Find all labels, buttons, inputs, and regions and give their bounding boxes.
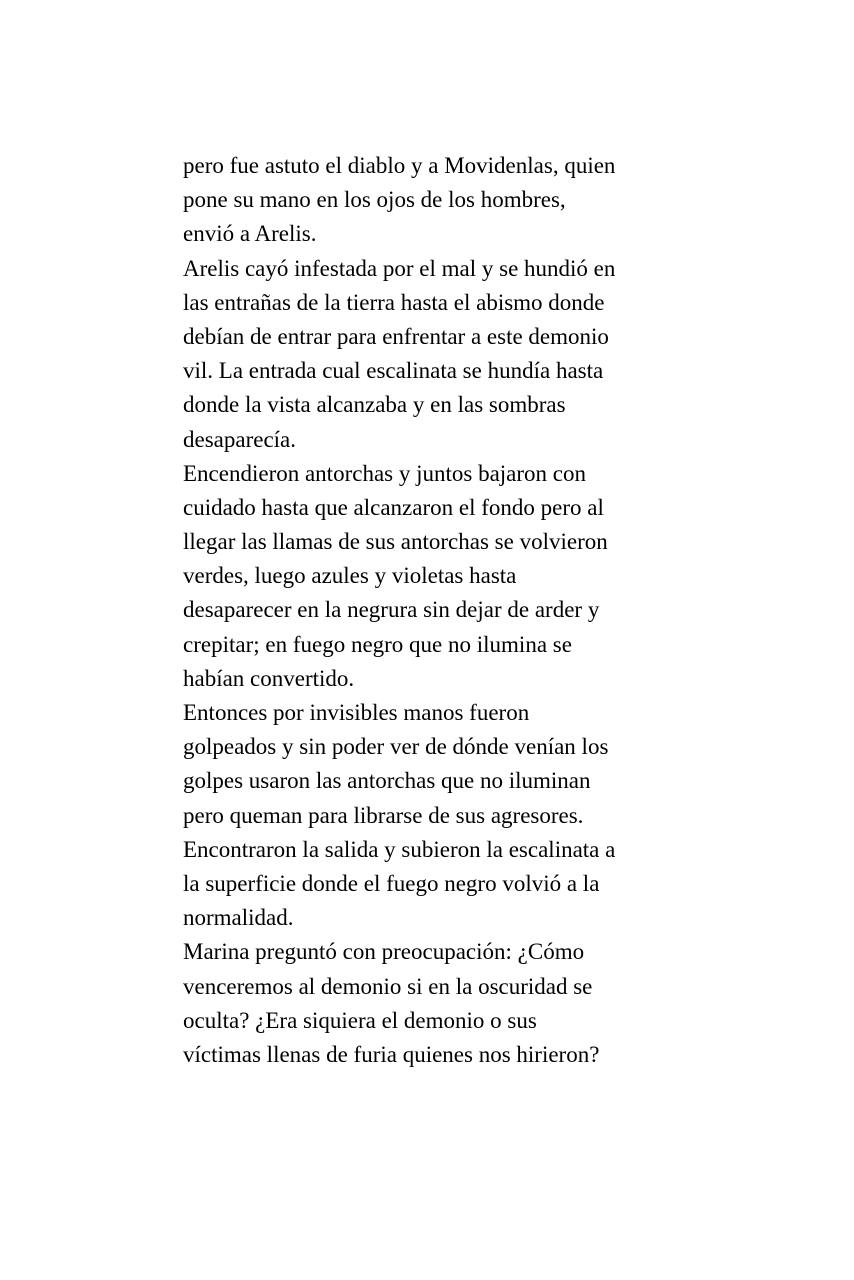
text-line: venceremos al demonio si en la oscuridad se [183, 973, 593, 999]
text-line: habían convertido. [183, 665, 355, 691]
text-line: desaparecía. [183, 426, 297, 452]
text-line: las entrañas de la tierra hasta el abismo donde [183, 289, 605, 315]
text-line: pero fue astuto el diablo y a Movidenlas, quien [183, 153, 616, 178]
text-line: Marina preguntó con preocupación: ¿Cómo [183, 939, 585, 965]
text-line: Arelis cayó infestada por el mal y se hundió en [183, 255, 616, 281]
text-line: donde la vista alcanzaba y en las sombras [183, 392, 566, 418]
text-line: golpeados y sin poder ver de dónde venían los [183, 734, 609, 760]
text-line: verdes, luego azules y violetas hasta [183, 563, 517, 589]
text-line: vil. La entrada cual escalinata se hundía hasta [183, 358, 604, 384]
text-line: víctimas llenas de furia quienes nos hirieron? [183, 1041, 600, 1067]
text-line: normalidad. [183, 905, 294, 931]
text-line: oculta? ¿Era siquiera el demonio o sus [183, 1007, 537, 1033]
text-line: Encendieron antorchas y juntos bajaron con [183, 460, 587, 486]
text-line: cuidado hasta que alcanzaron el fondo pero al [183, 494, 604, 520]
text-line: desaparecer en la negrura sin dejar de arder y [183, 597, 600, 623]
text-line: pero queman para librarse de sus agresores. [183, 802, 584, 828]
text-line: golpes usaron las antorchas que no iluminan [183, 768, 591, 794]
body-text [183, 149, 683, 1072]
text-line: envió a Arelis. [183, 221, 317, 247]
text-line: debían de entrar para enfrentar a este demonio [183, 323, 609, 349]
text-line: crepitar; en fuego negro que no ilumina se [183, 631, 572, 657]
text-line: pone su mano en los ojos de los hombres, [183, 187, 566, 213]
text-line: llegar las llamas de sus antorchas se volvieron [183, 529, 608, 555]
text-line: Encontraron la salida y subieron la escalinata a [183, 836, 616, 862]
text-line: Entonces por invisibles manos fueron [183, 700, 530, 725]
text-line: la superficie donde el fuego negro volvió a la [183, 870, 600, 896]
